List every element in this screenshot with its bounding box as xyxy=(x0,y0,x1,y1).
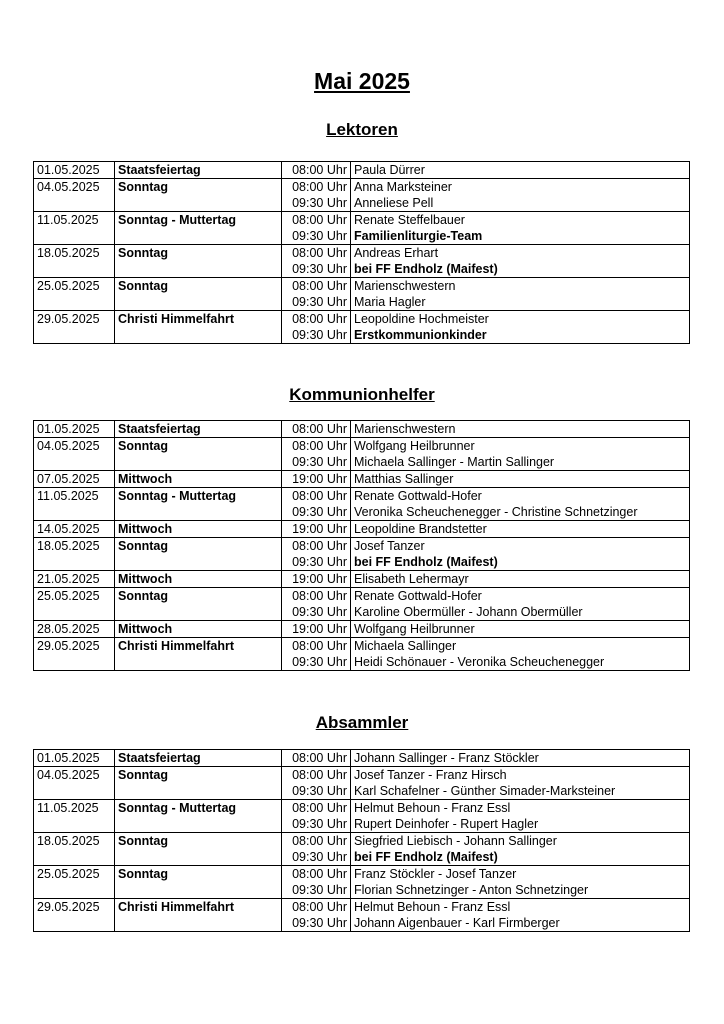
time-cell: 09:30 Uhr xyxy=(282,849,351,866)
date-cell xyxy=(34,195,115,212)
time-cell: 08:00 Uhr xyxy=(282,311,351,328)
day-cell: Sonntag xyxy=(115,588,282,605)
day-cell: Sonntag - Muttertag xyxy=(115,800,282,817)
date-cell: 21.05.2025 xyxy=(34,571,115,588)
table-row xyxy=(34,767,690,784)
date-cell xyxy=(34,261,115,278)
name-cell: Familienliturgie-Team xyxy=(351,228,690,245)
time-cell: 08:00 Uhr xyxy=(282,767,351,784)
section-title-absammler: Absammler xyxy=(315,713,409,732)
table-row xyxy=(34,638,690,655)
day-cell xyxy=(115,915,282,932)
date-cell: 11.05.2025 xyxy=(34,488,115,505)
date-cell xyxy=(34,327,115,344)
table-row xyxy=(34,454,690,471)
name-cell: Michaela Sallinger - Martin Sallinger xyxy=(351,454,690,471)
date-cell: 04.05.2025 xyxy=(34,438,115,455)
day-cell xyxy=(115,228,282,245)
date-cell: 29.05.2025 xyxy=(34,638,115,655)
day-cell xyxy=(115,849,282,866)
table-row xyxy=(34,438,690,455)
section-title-lektoren: Lektoren xyxy=(326,120,398,139)
name-cell: Wolfgang Heilbrunner xyxy=(351,621,690,638)
name-cell: Josef Tanzer xyxy=(351,538,690,555)
table-row xyxy=(34,488,690,505)
name-cell: Karoline Obermüller - Johann Obermüller xyxy=(351,604,690,621)
table-kommunionhelfer xyxy=(33,420,690,671)
table-row xyxy=(34,162,690,179)
time-cell: 08:00 Uhr xyxy=(282,899,351,916)
name-cell: Erstkommunionkinder xyxy=(351,327,690,344)
name-cell: Wolfgang Heilbrunner xyxy=(351,438,690,455)
table-absammler xyxy=(33,749,690,932)
day-cell xyxy=(115,327,282,344)
name-cell: Johann Sallinger - Franz Stöckler xyxy=(351,750,690,767)
date-cell xyxy=(34,849,115,866)
time-cell: 09:30 Uhr xyxy=(282,604,351,621)
day-cell xyxy=(115,195,282,212)
time-cell: 08:00 Uhr xyxy=(282,438,351,455)
time-cell: 08:00 Uhr xyxy=(282,833,351,850)
date-cell: 01.05.2025 xyxy=(34,750,115,767)
day-cell: Sonntag - Muttertag xyxy=(115,212,282,229)
time-cell: 19:00 Uhr xyxy=(282,471,351,488)
day-cell: Sonntag xyxy=(115,866,282,883)
time-cell: 08:00 Uhr xyxy=(282,421,351,438)
table-row xyxy=(34,621,690,638)
date-cell: 28.05.2025 xyxy=(34,621,115,638)
date-cell xyxy=(34,882,115,899)
time-cell: 08:00 Uhr xyxy=(282,638,351,655)
table-row xyxy=(34,783,690,800)
day-cell: Sonntag xyxy=(115,438,282,455)
name-cell: Andreas Erhart xyxy=(351,245,690,262)
time-cell: 08:00 Uhr xyxy=(282,538,351,555)
date-cell xyxy=(34,294,115,311)
time-cell: 08:00 Uhr xyxy=(282,245,351,262)
date-cell: 25.05.2025 xyxy=(34,866,115,883)
name-cell: Karl Schafelner - Günther Simader-Marksteiner xyxy=(351,783,690,800)
name-cell: Marienschwestern xyxy=(351,278,690,295)
name-cell: Renate Gottwald-Hofer xyxy=(351,488,690,505)
table-row xyxy=(34,588,690,605)
time-cell: 09:30 Uhr xyxy=(282,554,351,571)
day-cell: Staatsfeiertag xyxy=(115,421,282,438)
table-row xyxy=(34,800,690,817)
date-cell: 01.05.2025 xyxy=(34,421,115,438)
name-cell: Michaela Sallinger xyxy=(351,638,690,655)
time-cell: 09:30 Uhr xyxy=(282,327,351,344)
date-cell: 29.05.2025 xyxy=(34,311,115,328)
table-row xyxy=(34,421,690,438)
day-cell: Christi Himmelfahrt xyxy=(115,899,282,916)
time-cell: 09:30 Uhr xyxy=(282,882,351,899)
day-cell: Christi Himmelfahrt xyxy=(115,638,282,655)
day-cell xyxy=(115,454,282,471)
time-cell: 09:30 Uhr xyxy=(282,504,351,521)
table-row xyxy=(34,278,690,295)
time-cell: 08:00 Uhr xyxy=(282,212,351,229)
name-cell: Renate Steffelbauer xyxy=(351,212,690,229)
name-cell: Paula Dürrer xyxy=(351,162,690,179)
page-title: Mai 2025 xyxy=(314,68,410,94)
table-row xyxy=(34,833,690,850)
table-row xyxy=(34,212,690,229)
table-lektoren xyxy=(33,161,690,344)
table-row xyxy=(34,195,690,212)
name-cell: Johann Aigenbauer - Karl Firmberger xyxy=(351,915,690,932)
day-cell: Sonntag - Muttertag xyxy=(115,488,282,505)
date-cell xyxy=(34,915,115,932)
time-cell: 08:00 Uhr xyxy=(282,179,351,196)
name-cell: Matthias Sallinger xyxy=(351,471,690,488)
table-row xyxy=(34,604,690,621)
table-row xyxy=(34,179,690,196)
date-cell xyxy=(34,816,115,833)
day-cell: Sonntag xyxy=(115,278,282,295)
table-row xyxy=(34,654,690,671)
name-cell: Franz Stöckler - Josef Tanzer xyxy=(351,866,690,883)
date-cell: 25.05.2025 xyxy=(34,588,115,605)
date-cell xyxy=(34,604,115,621)
table-row xyxy=(34,915,690,932)
time-cell: 09:30 Uhr xyxy=(282,915,351,932)
table-row xyxy=(34,327,690,344)
day-cell: Sonntag xyxy=(115,245,282,262)
time-cell: 09:30 Uhr xyxy=(282,228,351,245)
day-cell: Staatsfeiertag xyxy=(115,162,282,179)
time-cell: 09:30 Uhr xyxy=(282,454,351,471)
time-cell: 08:00 Uhr xyxy=(282,866,351,883)
time-cell: 08:00 Uhr xyxy=(282,588,351,605)
date-cell: 04.05.2025 xyxy=(34,179,115,196)
day-cell: Mittwoch xyxy=(115,621,282,638)
day-cell xyxy=(115,294,282,311)
time-cell: 08:00 Uhr xyxy=(282,488,351,505)
name-cell: Helmut Behoun - Franz Essl xyxy=(351,800,690,817)
section-title-kommunionhelfer: Kommunionhelfer xyxy=(289,385,435,404)
name-cell: Anneliese Pell xyxy=(351,195,690,212)
name-cell: bei FF Endholz (Maifest) xyxy=(351,849,690,866)
day-cell xyxy=(115,504,282,521)
date-cell xyxy=(34,554,115,571)
time-cell: 19:00 Uhr xyxy=(282,521,351,538)
name-cell: Siegfried Liebisch - Johann Sallinger xyxy=(351,833,690,850)
table-row xyxy=(34,554,690,571)
time-cell: 08:00 Uhr xyxy=(282,162,351,179)
day-cell xyxy=(115,783,282,800)
table-row xyxy=(34,471,690,488)
day-cell xyxy=(115,261,282,278)
date-cell: 18.05.2025 xyxy=(34,245,115,262)
date-cell xyxy=(34,454,115,471)
name-cell: Renate Gottwald-Hofer xyxy=(351,588,690,605)
day-cell: Mittwoch xyxy=(115,521,282,538)
date-cell: 04.05.2025 xyxy=(34,767,115,784)
table-row xyxy=(34,294,690,311)
date-cell: 18.05.2025 xyxy=(34,833,115,850)
day-cell: Staatsfeiertag xyxy=(115,750,282,767)
table-row xyxy=(34,245,690,262)
date-cell xyxy=(34,783,115,800)
date-cell: 18.05.2025 xyxy=(34,538,115,555)
table-row xyxy=(34,521,690,538)
table-row xyxy=(34,882,690,899)
time-cell: 09:30 Uhr xyxy=(282,816,351,833)
table-row xyxy=(34,899,690,916)
time-cell: 09:30 Uhr xyxy=(282,294,351,311)
name-cell: bei FF Endholz (Maifest) xyxy=(351,261,690,278)
date-cell: 01.05.2025 xyxy=(34,162,115,179)
date-cell xyxy=(34,654,115,671)
date-cell xyxy=(34,504,115,521)
name-cell: Elisabeth Lehermayr xyxy=(351,571,690,588)
name-cell: Veronika Scheuchenegger - Christine Schnetzinger xyxy=(351,504,690,521)
date-cell: 14.05.2025 xyxy=(34,521,115,538)
day-cell: Mittwoch xyxy=(115,571,282,588)
day-cell: Sonntag xyxy=(115,833,282,850)
time-cell: 09:30 Uhr xyxy=(282,195,351,212)
date-cell: 07.05.2025 xyxy=(34,471,115,488)
name-cell: Marienschwestern xyxy=(351,421,690,438)
name-cell: Florian Schnetzinger - Anton Schnetzinger xyxy=(351,882,690,899)
name-cell: Josef Tanzer - Franz Hirsch xyxy=(351,767,690,784)
name-cell: Heidi Schönauer - Veronika Scheuchenegger xyxy=(351,654,690,671)
time-cell: 09:30 Uhr xyxy=(282,654,351,671)
name-cell: Leopoldine Hochmeister xyxy=(351,311,690,328)
time-cell: 09:30 Uhr xyxy=(282,261,351,278)
date-cell: 11.05.2025 xyxy=(34,800,115,817)
day-cell xyxy=(115,604,282,621)
date-cell: 11.05.2025 xyxy=(34,212,115,229)
table-row xyxy=(34,504,690,521)
day-cell xyxy=(115,882,282,899)
day-cell: Christi Himmelfahrt xyxy=(115,311,282,328)
day-cell: Sonntag xyxy=(115,538,282,555)
time-cell: 19:00 Uhr xyxy=(282,621,351,638)
date-cell: 25.05.2025 xyxy=(34,278,115,295)
table-row xyxy=(34,849,690,866)
table-row xyxy=(34,228,690,245)
table-row xyxy=(34,571,690,588)
day-cell: Sonntag xyxy=(115,179,282,196)
table-row xyxy=(34,816,690,833)
day-cell: Sonntag xyxy=(115,767,282,784)
date-cell xyxy=(34,228,115,245)
table-row xyxy=(34,866,690,883)
date-cell: 29.05.2025 xyxy=(34,899,115,916)
day-cell xyxy=(115,654,282,671)
name-cell: bei FF Endholz (Maifest) xyxy=(351,554,690,571)
day-cell xyxy=(115,816,282,833)
table-row xyxy=(34,538,690,555)
table-row xyxy=(34,261,690,278)
time-cell: 19:00 Uhr xyxy=(282,571,351,588)
time-cell: 09:30 Uhr xyxy=(282,783,351,800)
time-cell: 08:00 Uhr xyxy=(282,278,351,295)
day-cell: Mittwoch xyxy=(115,471,282,488)
time-cell: 08:00 Uhr xyxy=(282,800,351,817)
name-cell: Leopoldine Brandstetter xyxy=(351,521,690,538)
name-cell: Anna Marksteiner xyxy=(351,179,690,196)
time-cell: 08:00 Uhr xyxy=(282,750,351,767)
day-cell xyxy=(115,554,282,571)
table-row xyxy=(34,311,690,328)
name-cell: Maria Hagler xyxy=(351,294,690,311)
table-row xyxy=(34,750,690,767)
name-cell: Helmut Behoun - Franz Essl xyxy=(351,899,690,916)
name-cell: Rupert Deinhofer - Rupert Hagler xyxy=(351,816,690,833)
